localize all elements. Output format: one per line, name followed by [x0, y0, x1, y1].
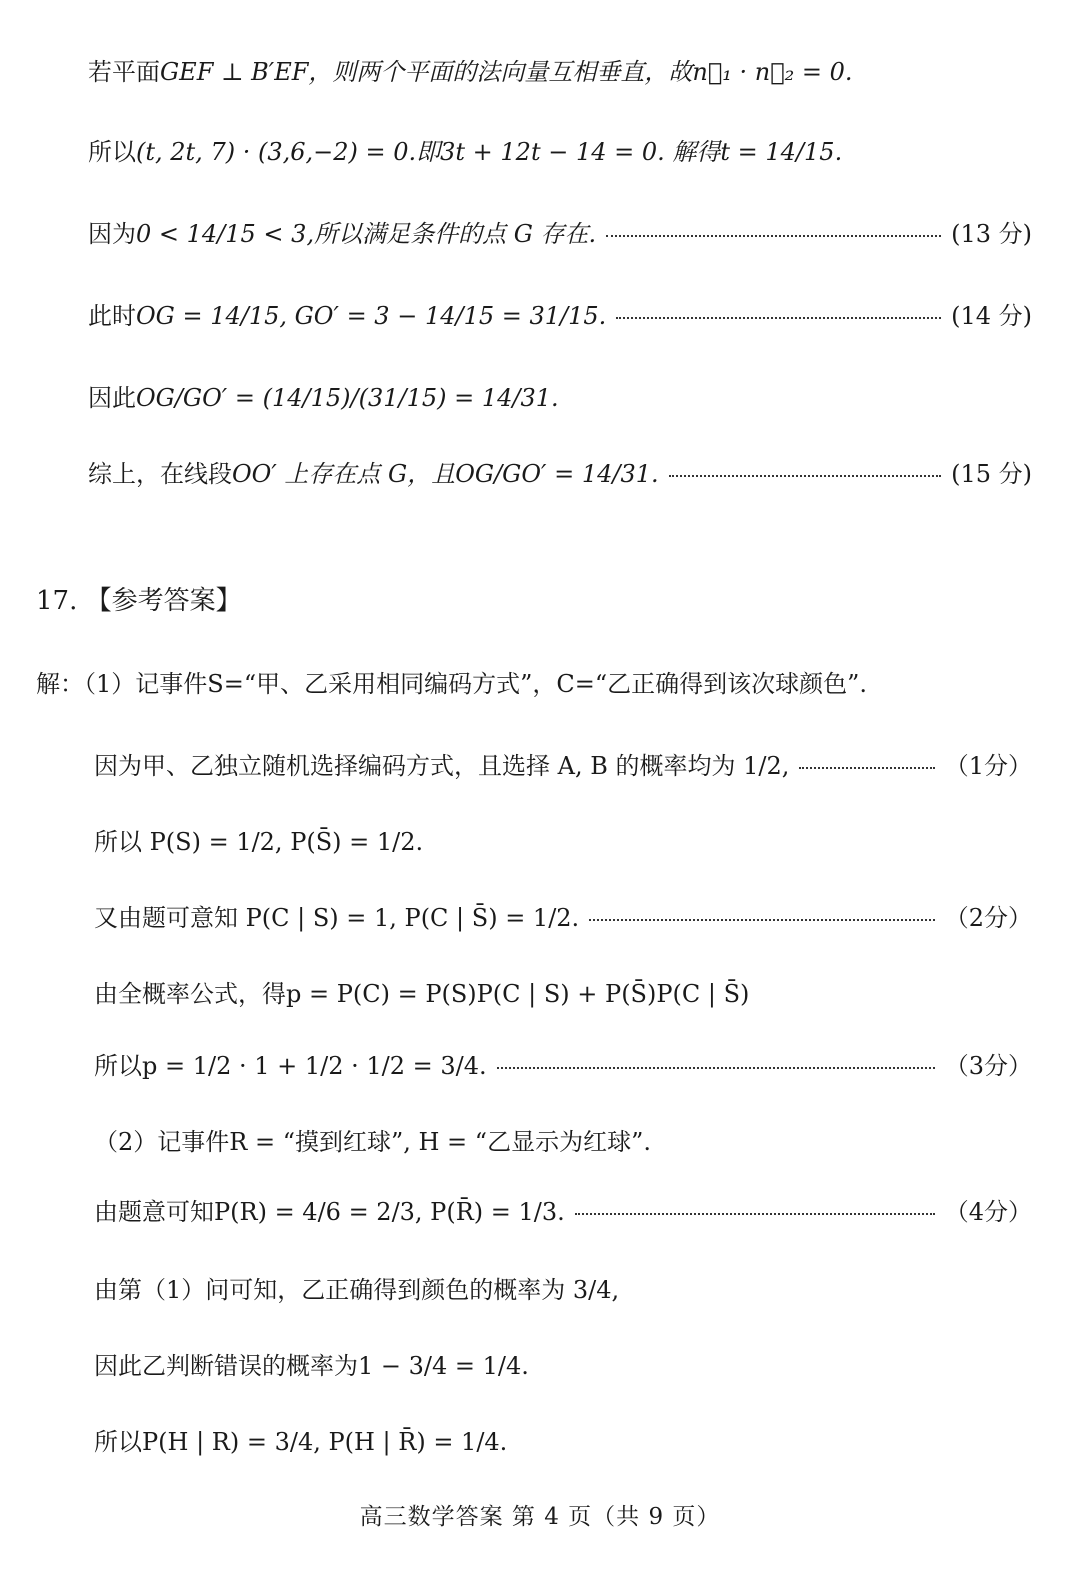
score-label: (14 分): [951, 302, 1032, 330]
score-label: （4分）: [944, 1198, 1032, 1226]
line-text: 因此: [88, 384, 136, 412]
score-label: (13 分): [951, 220, 1032, 248]
heading-text: 17. 【参考答案】: [36, 586, 242, 616]
solution-line: [36, 670, 1032, 699]
line-text: 所以 P(S) = 1/2, P(S̄) = 1/2.: [94, 828, 424, 856]
text-line: [88, 220, 1032, 249]
solution-line: [94, 828, 1032, 857]
dot-leader: [589, 909, 935, 921]
solution-line: [94, 1276, 1032, 1305]
text-line: [88, 58, 1032, 87]
math-expression: OG = 14/15, GO′ = 3 − 14/15 = 31/15.: [136, 302, 607, 330]
score-label: （3分）: [944, 1052, 1032, 1080]
math-expression: (t, 2t, 7) · (3,6,−2) = 0.即3t + 12t − 14 = 0. 解得t = 14/15.: [136, 138, 843, 166]
text-line: [88, 138, 1032, 167]
dot-leader: [497, 1057, 935, 1069]
line-text: 因为: [88, 220, 136, 248]
dot-leader: [799, 757, 934, 769]
score-label: (15 分): [951, 460, 1032, 488]
line-text: 所以P(H | R) = 3/4, P(H | R̄) = 1/4.: [94, 1428, 508, 1456]
line-text: 所以p = 1/2 · 1 + 1/2 · 1/2 = 3/4.: [94, 1052, 487, 1080]
solution-line: [94, 1128, 1032, 1157]
solution-line: [94, 904, 1032, 933]
line-text: 由第（1）问可知，乙正确得到颜色的概率为 3/4,: [94, 1276, 620, 1304]
line-text: 此时: [88, 302, 136, 330]
line-text: 所以: [88, 138, 136, 166]
text-line: [88, 384, 1032, 413]
line-text: 由全概率公式，得p = P(C) = P(S)P(C | S) + P(S̄)P(C | S̄): [94, 980, 750, 1008]
score-label: （2分）: [944, 904, 1032, 932]
score-label: （1分）: [944, 752, 1032, 780]
line-text: 因此乙判断错误的概率为1 − 3/4 = 1/4.: [94, 1352, 529, 1380]
section-heading: [36, 586, 1032, 617]
math-expression: GEF ⊥ B′EF，则两个平面的法向量互相垂直，故n⃗₁ · n⃗₂ = 0.: [160, 58, 853, 86]
line-text: 综上，在线段: [88, 460, 232, 488]
solution-line: [94, 1352, 1032, 1381]
solution-line: [94, 752, 1032, 781]
text-line: [88, 302, 1032, 331]
line-text: 又由题可意知 P(C | S) = 1, P(C | S̄) = 1/2.: [94, 904, 580, 932]
dot-leader: [575, 1203, 935, 1215]
page-footer: 高三数学答案 第 4 页（共 9 页）: [359, 1504, 721, 1530]
line-text: 若平面: [88, 58, 160, 86]
line-text: 因为甲、乙独立随机选择编码方式，且选择 A, B 的概率均为 1/2,: [94, 752, 790, 780]
solution-line: [94, 1428, 1032, 1457]
solution-line: [94, 1052, 1032, 1081]
math-expression: OO′ 上存在点 G，且OG/GO′ = 14/31.: [232, 460, 659, 488]
line-text: 由题意可知P(R) = 4/6 = 2/3, P(R̄) = 1/3.: [94, 1198, 565, 1226]
dot-leader: [616, 307, 941, 319]
solution-line: [94, 980, 1032, 1009]
dot-leader: [606, 225, 941, 237]
math-expression: OG/GO′ = (14/15)/(31/15) = 14/31.: [136, 384, 559, 412]
line-text: 解：（1）记事件S=“甲、乙采用相同编码方式”，C=“乙正确得到该次球颜色”.: [36, 670, 867, 698]
solution-line: [94, 1198, 1032, 1227]
math-expression: 0 < 14/15 < 3,所以满足条件的点 G 存在.: [136, 220, 597, 248]
text-line: [88, 460, 1032, 489]
line-text: （2）记事件R = “摸到红球”, H = “乙显示为红球”.: [94, 1128, 651, 1156]
dot-leader: [669, 465, 941, 477]
